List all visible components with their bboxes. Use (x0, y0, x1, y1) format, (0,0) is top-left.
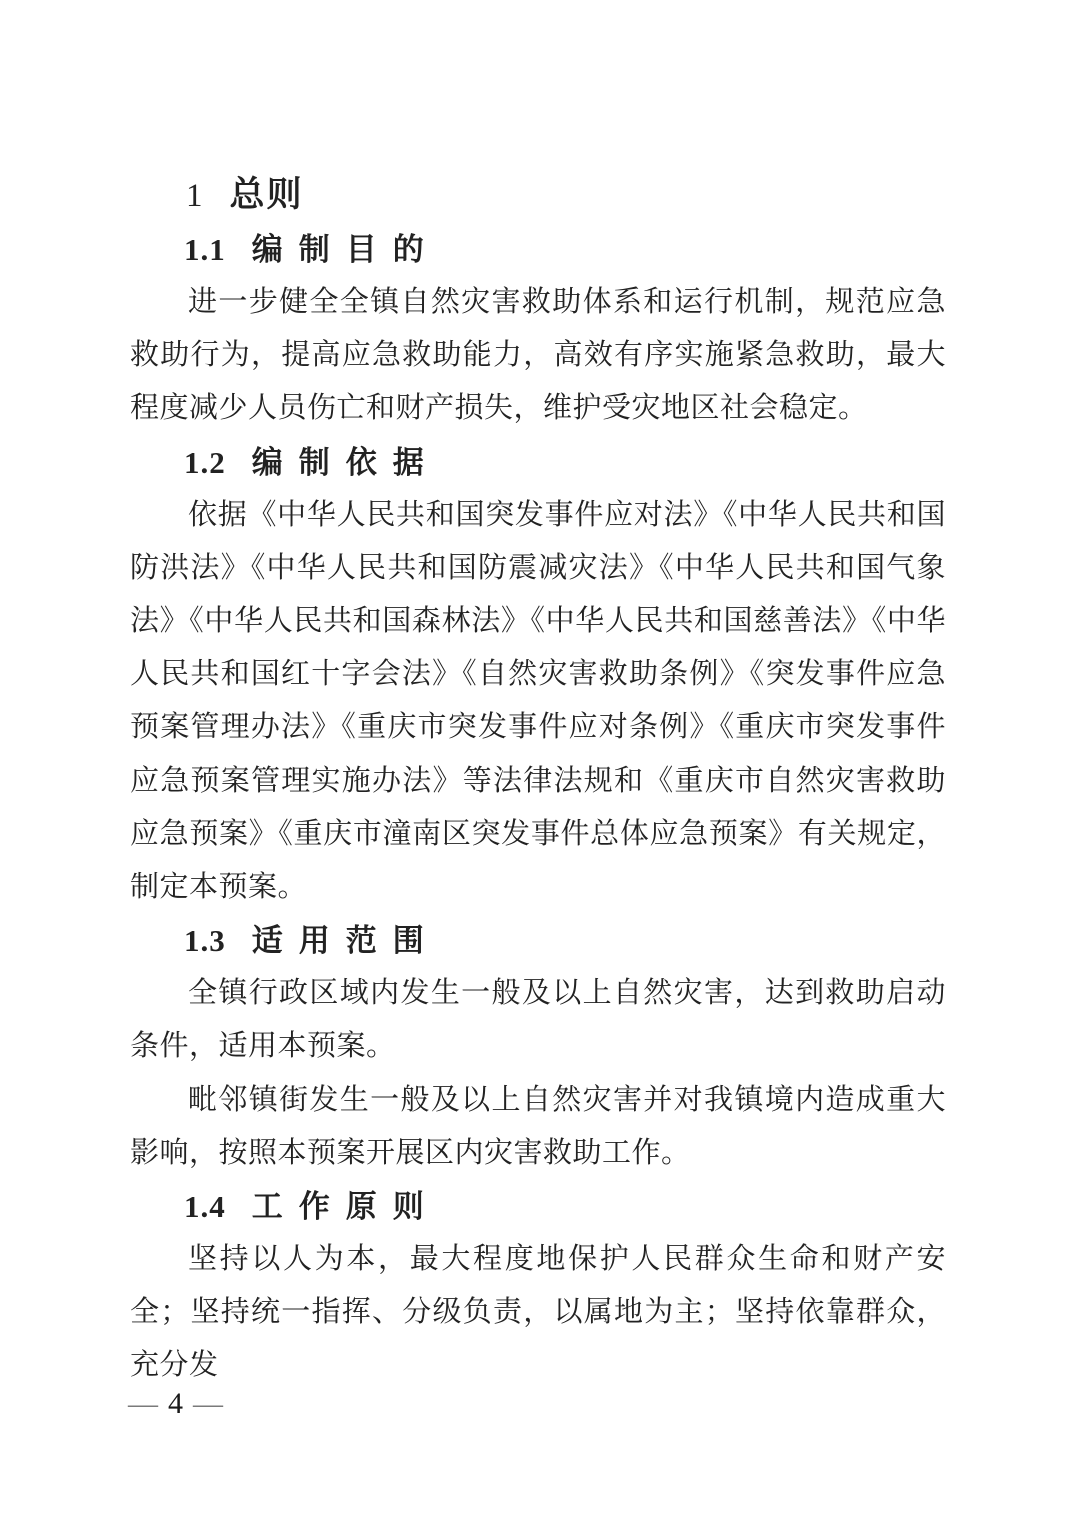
section-1-4-paragraph: 坚持以人为本，最大程度地保护人民群众生命和财产安全；坚持统一指挥、分级负责，以属地为主；坚持依靠群众，充分发 (130, 1243, 946, 1382)
section-number: 1.1 (184, 232, 226, 267)
section-title: 编制依据 (251, 444, 440, 480)
footer-left-dash: — (128, 1387, 158, 1420)
section-1-1-paragraph: 进一步健全全镇自然灾害救助体系和运行机制，规范应急救助行为，提高应急救助能力，高效有序实施紧急救助，最大程度减少人员伤亡和财产损失，维护受灾地区社会稳定。 (130, 286, 946, 425)
section-heading-1-2 (130, 436, 946, 489)
chapter-heading (130, 168, 946, 223)
section-title: 编制目的 (251, 232, 440, 267)
section-1-3-paragraph-2: 毗邻镇街发生一般及以上自然灾害并对我镇境内造成重大影响，按照本预案开展区内灾害救助工作。 (130, 1083, 946, 1169)
section-1-3-paragraph-1: 全镇行政区域内发生一般及以上自然灾害，达到救助启动条件，适用本预案。 (130, 977, 946, 1063)
section-number: 1.3 (184, 923, 226, 959)
section-heading-1-3 (130, 914, 946, 967)
section-heading-1-4 (130, 1180, 946, 1233)
section-number: 1.2 (184, 444, 226, 480)
page-number-footer (128, 1384, 223, 1424)
section-number: 1.4 (184, 1189, 226, 1225)
page-number: 4 (168, 1387, 183, 1420)
section-heading-1-1 (130, 223, 946, 276)
section-title: 适用范围 (251, 923, 440, 959)
section-title: 工作原则 (251, 1189, 440, 1225)
section-1-2-paragraph: 依据《中华人民共和国突发事件应对法》《中华人民共和国防洪法》《中华人民共和国防震减灾法》《中华人民共和国气象法》《中华人民共和国森林法》《中华人民共和国慈善法》《中华人民共和国红十字会法》《自然灾害救助条例》《突发事件应急预案管理办法》《重庆市突发事件应对条例》《重庆市突发事件应急预案管理实施办法》等法律法规和《重庆市自然灾害救助应急预案》《重庆市潼南区突发事件总体应急预案》有关规定，制定本预案。 (130, 498, 946, 904)
chapter-number: 1 (186, 178, 203, 214)
document-body (130, 168, 946, 1393)
chapter-title: 总则 (229, 175, 304, 214)
footer-right-dash: — (193, 1387, 223, 1420)
